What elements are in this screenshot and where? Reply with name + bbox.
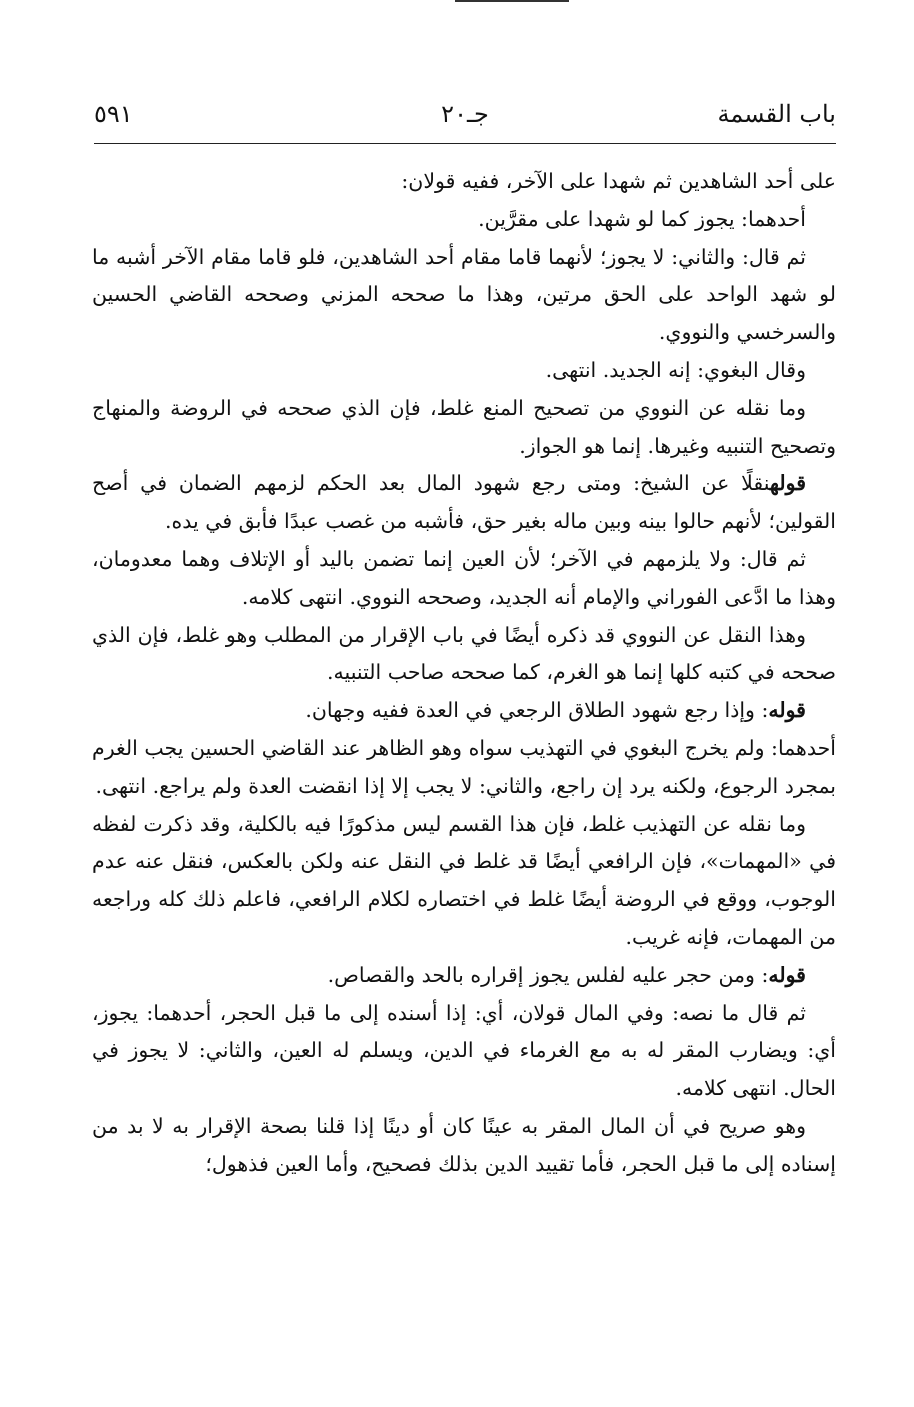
header-rule — [94, 143, 836, 144]
paragraph-text: وهو صريح في أن المال المقر به عينًا كان أو دينًا إذا قلنا بصحة الإقرار به لا بد من إسناده إلى ما قبل الحجر، فأما تقييد الدين بذلك فصحيح، وأما العين فذهول؛ — [92, 1113, 836, 1176]
section-title: باب القسمة — [717, 100, 836, 128]
paragraph — [92, 806, 836, 957]
paragraph — [92, 201, 836, 239]
paragraph-lead: قوله — [768, 962, 806, 987]
paragraph-text: نقلًا عن الشيخ: ومتى رجع شهود المال بعد الحكم لزمهم الضمان في أصح القولين؛ لأنهم حالوا بينه وبين ماله بغير حق، فأشبه من غصب عبدًا فأبق في يده. — [92, 471, 836, 534]
paragraph-text: أحدهما: ولم يخرج البغوي في التهذيب سواه وهو الظاهر عند القاضي الحسين يجب الغرم بمجرد الرجوع، ولكنه يرد إن راجع، والثاني: لا يجب إلا إذا انقضت العدة ولم يراجع. انتهى. — [92, 735, 836, 798]
paragraph — [92, 163, 836, 201]
paragraph — [92, 730, 836, 806]
page-number: ٥٩١ — [94, 100, 133, 128]
paragraph-text: ثم قال: ولا يلزمهم في الآخر؛ لأن العين إنما تضمن باليد أو الإتلاف وهما معدومان، وهذا ما ادَّعى الفوراني والإمام أنه الجديد، وصححه النووي. انتهى كلامه. — [92, 546, 836, 609]
top-rule — [455, 0, 569, 2]
paragraph-text: وقال البغوي: إنه الجديد. انتهى. — [545, 357, 806, 382]
paragraph — [92, 617, 836, 693]
paragraph — [92, 541, 836, 617]
paragraph-text: على أحد الشاهدين ثم شهدا على الآخر، ففيه قولان: — [401, 169, 836, 193]
paragraph-text: : ومن حجر عليه لفلس يجوز إقراره بالحد والقصاص. — [327, 962, 769, 987]
paragraph-lead: قوله — [768, 698, 806, 723]
paragraph-text: ثم قال ما نصه: وفي المال قولان، أي: إذا أسنده إلى ما قبل الحجر، أحدهما: يجوز، أي: ويضارب المقر له به مع الغرماء في الدين، ويسلم له العين، والثاني: لا يجوز في الحال. انتهى كلامه. — [92, 1000, 836, 1101]
body-text — [92, 163, 836, 1184]
paragraph — [92, 239, 836, 352]
paragraph — [92, 692, 836, 730]
paragraph — [92, 465, 836, 541]
paragraph — [92, 995, 836, 1108]
paragraph — [92, 352, 836, 390]
paragraph-text: : وإذا رجع شهود الطلاق الرجعي في العدة ففيه وجهان. — [305, 698, 769, 723]
paragraph-lead: قوله — [769, 471, 806, 496]
paragraph — [92, 957, 836, 995]
page-header — [94, 98, 836, 130]
paragraph — [92, 390, 836, 466]
paragraph-text: أحدهما: يجوز كما لو شهدا على مقرَّين. — [478, 206, 806, 231]
paragraph-text: وهذا النقل عن النووي قد ذكره أيضًا في باب الإقرار من المطلب وهو غلط، فإن الذي صححه في كتبه كلها إنما هو الغرم، كما صححه صاحب التنبيه. — [92, 622, 836, 685]
paragraph-text: وما نقله عن النووي من تصحيح المنع غلط، فإن الذي صححه في الروضة والمنهاج وتصحيح التنبيه وغيرها. إنما هو الجواز. — [92, 395, 836, 458]
paragraph-text: وما نقله عن التهذيب غلط، فإن هذا القسم ليس مذكورًا فيه بالكلية، وقد ذكرت لفظه في «المهمات»، فإن الرافعي أيضًا قد غلط في النقل عنه ولكن بالعكس، فنقل عنه عدم الوجوب، ووقع في الروضة أيضًا غلط في اختصاره لكلام الرافعي، فاعلم ذلك كله وراجعه من المهمات، فإنه غريب. — [92, 811, 836, 949]
paragraph — [92, 1108, 836, 1184]
paragraph-text: ثم قال: والثاني: لا يجوز؛ لأنهما قاما مقام أحد الشاهدين، فلو قاما مقام الآخر أشبه ما لو شهد الواحد على الحق مرتين، وهذا ما صححه المزني وصححه القاضي الحسين والسرخسي والنووي. — [92, 244, 836, 345]
volume-label: جـ٢٠ — [441, 100, 489, 128]
